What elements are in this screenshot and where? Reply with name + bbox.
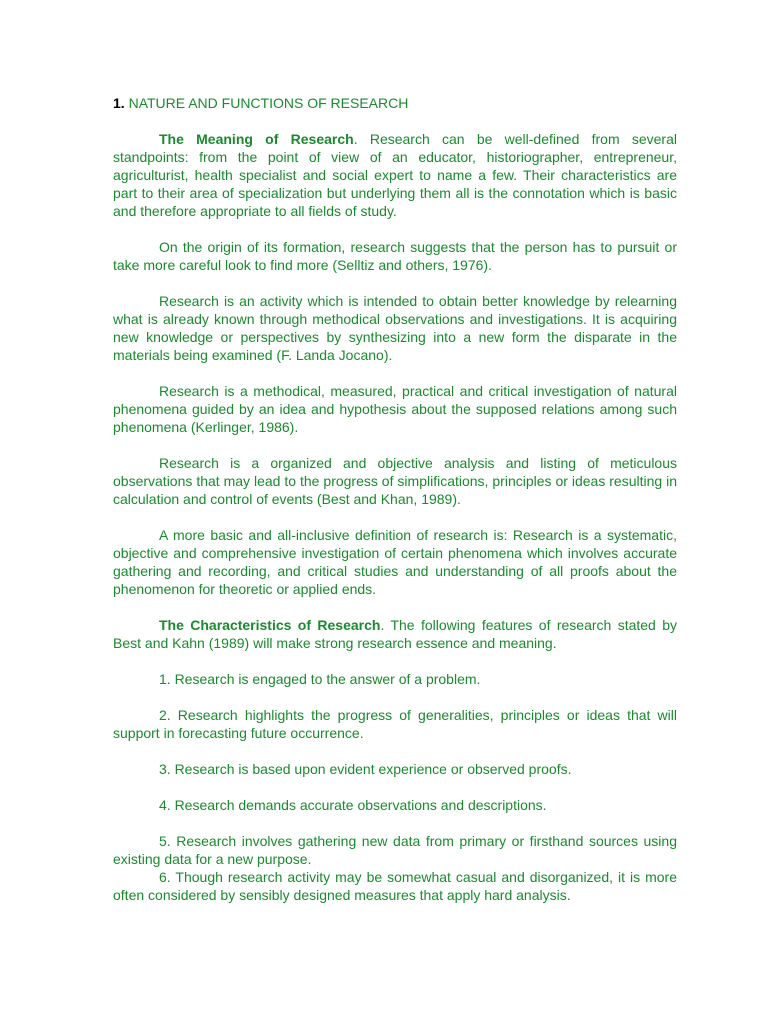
methodical-paragraph: Research is a methodical, measured, practical and critical investigation of natural phenomena guided by an idea and hypothesis about the supposed relations among such phenomena (Kerlinger, 1986). (113, 383, 677, 435)
section-heading (113, 94, 677, 112)
meaning-paragraph (113, 130, 677, 220)
section-title: NATURE AND FUNCTIONS OF RESEARCH (124, 95, 409, 111)
list-item: 4. Research demands accurate observations and descriptions. (159, 797, 547, 813)
meaning-lead: The Meaning of Research (159, 131, 354, 147)
list-item: 5. Research involves gathering new data from primary or firsthand sources using existing data for a new purpose. (113, 833, 677, 867)
organized-paragraph: Research is a organized and objective analysis and listing of meticulous observations that may lead to the progress of simplifications, principles or ideas resulting in calculation and control of events (Best and Khan, 1989). (113, 455, 677, 507)
activity-paragraph: Research is an activity which is intended to obtain better knowledge by relearning what is already known through methodical observations and investigations. It is acquiring new knowledge or perspectives by synthesizing into a new form the disparate in the materials being examined (F. Landa Jocano). (113, 293, 677, 363)
list-item: 2. Research highlights the progress of generalities, principles or ideas that will support in forecasting future occurrence. (113, 707, 677, 741)
characteristics-lead: The Characteristics of Research (159, 617, 381, 633)
meaning-text: . Research can be well-defined from several standpoints: from the point of view of an educator, historiographer, entrepreneur, agriculturist, health specialist and social expert to name a few. Their characteristics are part to their area of specialization but underlying them all is the connotation which is basic and therefore appropriate to all fields of study. (113, 131, 677, 219)
characteristics-text: . The following features of research stated by Best and Kahn (1989) will make strong research essence and meaning. (113, 617, 677, 651)
list-item: 3. Research is based upon evident experience or observed proofs. (159, 761, 572, 777)
list-item: 1. Research is engaged to the answer of a problem. (159, 671, 481, 687)
characteristics-paragraph (113, 616, 677, 652)
document-page (113, 94, 677, 922)
origin-paragraph: On the origin of its formation, research suggests that the person has to pursuit or take more careful look to find more (Selltiz and others, 1976). (113, 239, 677, 273)
section-number: 1. (113, 95, 125, 111)
list-item: 6. Though research activity may be somewhat casual and disorganized, it is more often considered by sensibly designed measures that apply hard analysis. (113, 869, 677, 903)
definition-paragraph: A more basic and all-inclusive definition of research is: Research is a systematic, objective and comprehensive investigation of certain phenomena which involves accurate gathering and recording, and critical studies and understanding of all proofs about the phenomenon for theoretic or applied ends. (113, 527, 677, 597)
